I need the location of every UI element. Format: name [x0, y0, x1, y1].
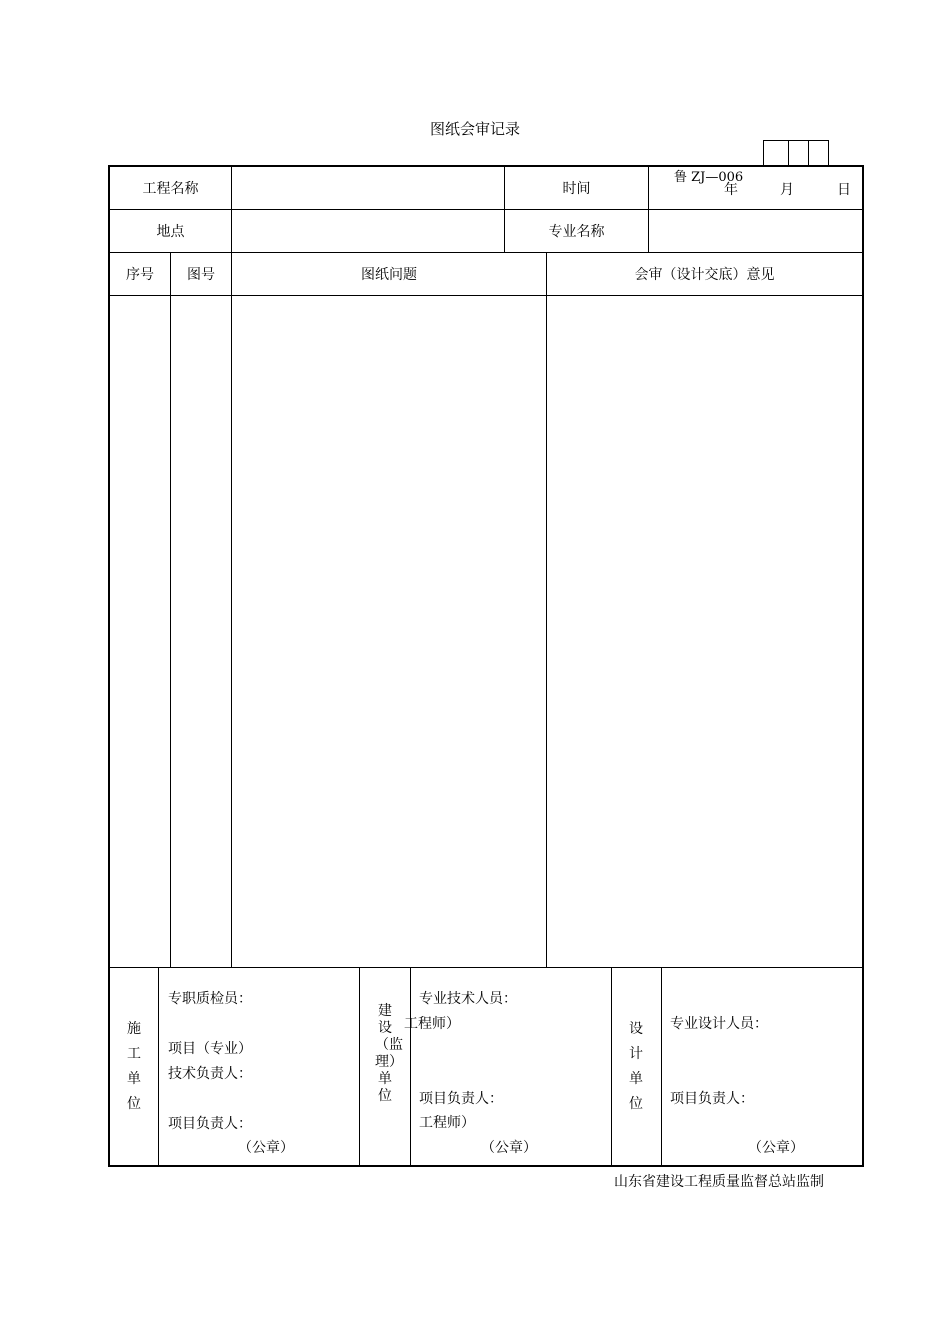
owner-tech-staff-label: 专业技术人员： — [419, 991, 517, 1007]
month-label: 月 — [780, 182, 794, 198]
stamp-box — [808, 140, 829, 166]
drawing-column-body[interactable] — [171, 296, 231, 967]
design-seal-label: （公章） — [748, 1140, 804, 1156]
construction-unit-label: 施工单位 — [127, 1021, 141, 1112]
time-label: 时间 — [562, 181, 591, 197]
col-opinion-header: 会审（设计交底）意见 — [634, 267, 775, 283]
issue-column-body[interactable] — [232, 296, 546, 967]
designer-label: 专业设计人员： — [670, 1016, 768, 1032]
tech-lead-label-1: 项目（专业） — [168, 1041, 252, 1057]
location-field[interactable] — [232, 210, 504, 252]
col-seq-header: 序号 — [126, 267, 154, 283]
col-drawing-header: 图号 — [187, 267, 215, 283]
specialty-label: 专业名称 — [548, 224, 605, 240]
stamp-box — [763, 140, 789, 166]
design-project-lead-label: 项目负责人： — [670, 1091, 754, 1107]
owner-tech-staff-note: 工程师） — [404, 1016, 460, 1032]
construction-project-lead-label: 项目负责人： — [168, 1116, 252, 1132]
location-label: 地点 — [156, 224, 185, 240]
owner-project-lead-label: 项目负责人： — [419, 1091, 503, 1107]
owner-project-lead-note: 工程师） — [419, 1115, 475, 1131]
opinion-column-body[interactable] — [547, 296, 862, 967]
year-label: 年 — [724, 182, 738, 198]
project-name-field[interactable] — [232, 167, 504, 209]
project-name-label: 工程名称 — [142, 181, 199, 197]
owner-unit-label: 建设（监理）单位 — [375, 1003, 403, 1104]
owner-seal-label: （公章） — [481, 1140, 537, 1156]
specialty-field[interactable] — [649, 210, 862, 252]
form-code: 鲁 ZJ—006 — [674, 170, 744, 185]
day-label: 日 — [837, 182, 851, 198]
issuer-footer: 山东省建设工程质量监督总站监制 — [614, 1174, 824, 1190]
tech-lead-label-2: 技术负责人： — [168, 1066, 252, 1082]
stamp-box — [788, 140, 809, 166]
design-unit-label: 设计单位 — [629, 1021, 643, 1112]
construction-seal-label: （公章） — [238, 1140, 294, 1156]
qc-inspector-label: 专职质检员： — [168, 991, 252, 1007]
seq-column-body[interactable] — [110, 296, 170, 967]
page-title: 图纸会审记录 — [429, 120, 520, 138]
col-issue-header: 图纸问题 — [361, 267, 417, 283]
